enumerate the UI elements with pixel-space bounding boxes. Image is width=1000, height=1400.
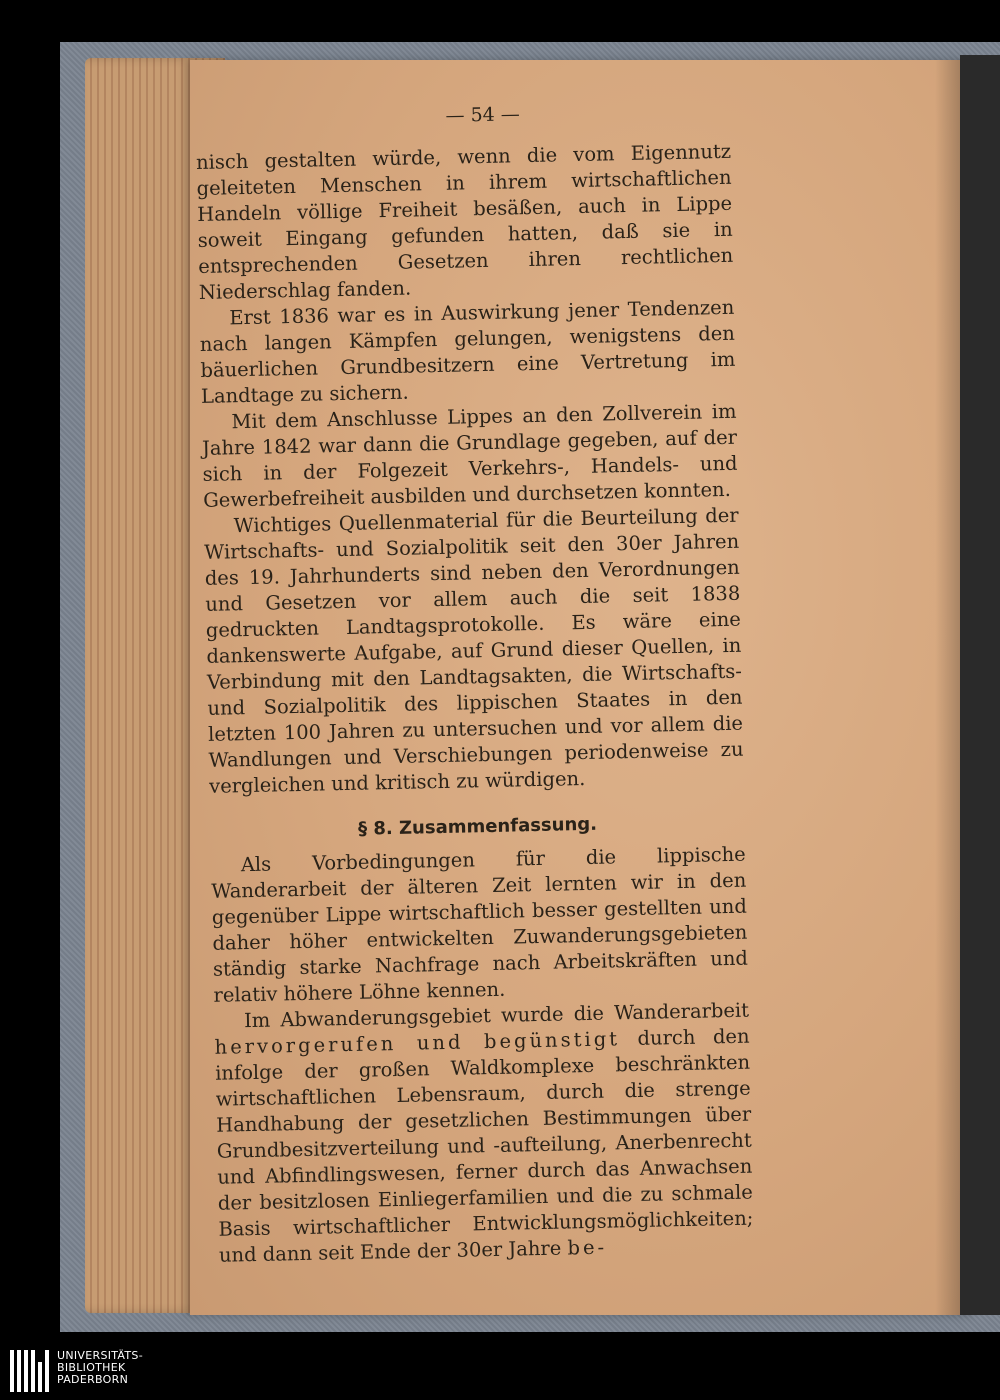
logo-line: BIBLIOTHEK <box>57 1361 126 1374</box>
library-logo <box>10 1350 143 1392</box>
logo-line: PADERBORN <box>57 1373 129 1386</box>
page-number: — 54 — <box>445 103 521 127</box>
logo-text <box>57 1350 143 1386</box>
paragraph: Als Vorbedingungen für die lippische Wanderarbeit der älteren Zeit lernten wir in den gegenüber Lippe wirtschaftlich besser gestellten und daher höher entwickelten Zuwanderungsgebieten ständig starke Nachfrage nach Arbeitskräften und relativ höhere Löhne kennen. <box>211 842 749 1007</box>
logo-bars-icon <box>10 1350 49 1392</box>
emphasized-text: hervorgerufen und begünstigt <box>214 1027 621 1059</box>
paragraph: Wichtiges Quellenmaterial für die Beurteilung der Wirtschafts- und Sozialpolitik seit den 30er Jahren des 19. Jahrhunderts sind neben den Verordnungen und Gesetzen vor allem auch die seit 1838 gedruckten Landtagsprotokolle. Es wäre eine dankenswerte Aufgabe, auf Grund dieser Quellen, in Verbindung mit den Landtagsakten, die Wirtschafts- und Sozialpolitik des lippischen Staates in den letzten 100 Jahren zu untersuchen und vor allem die Wandlungen und Verschiebungen periodenweise zu vergleichen und kritisch zu würdigen. <box>204 503 744 798</box>
logo-line: UNIVERSITÄTS- <box>57 1349 143 1362</box>
text-run: durch den infolge der großen Waldkomplexe beschränkten wirtschaftlichen Lebensraum, durch die strenge Handhabung der gesetzlichen Bestimmungen über Grundbesitzverteilung und -aufteilung, Anerbenrecht und Abfindlingswesen, ferner durch das Anwachsen der besitzlosen Einliegerfamilien und die zu schmale Basis wirtschaftlicher Entwicklungsmöglichkeiten; und dann seit Ende der 30er Jahre <box>214 1024 754 1267</box>
page-text <box>195 99 754 1269</box>
paragraph: nisch gestalten würde, wenn die vom Eigennutz geleiteten Menschen in ihrem wirtschaftlichen Handeln völlige Freiheit besäßen, auch in Lippe soweit Eingang gefunden hatten, daß sie in entsprechenden Gesetzen ihren rechtlichen Niederschlag fanden. <box>195 139 734 304</box>
paragraph <box>214 998 754 1269</box>
paragraph: Erst 1836 war es in Auswirkung jener Tendenzen nach langen Kämpfen gelungen, wenigstens den bäuerlichen Grundbesitzern eine Vertretung im Landtage zu sichern. <box>199 295 736 408</box>
section-heading: § 8. Zusammenfassung. <box>357 813 598 840</box>
emphasized-text: be- <box>567 1235 608 1260</box>
paragraph: Mit dem Anschlusse Lippes an den Zollverein im Jahre 1842 war dann die Grundlage gegeben, auf der sich in der Folgezeit Verkehrs-, Handels- und Gewerbefreiheit ausbilden und durchsetzen konnten. <box>201 399 738 512</box>
next-page-edge <box>960 55 1000 1315</box>
text-run: Im Abwanderungsgebiet wurde die Wanderarbeit <box>243 998 750 1033</box>
